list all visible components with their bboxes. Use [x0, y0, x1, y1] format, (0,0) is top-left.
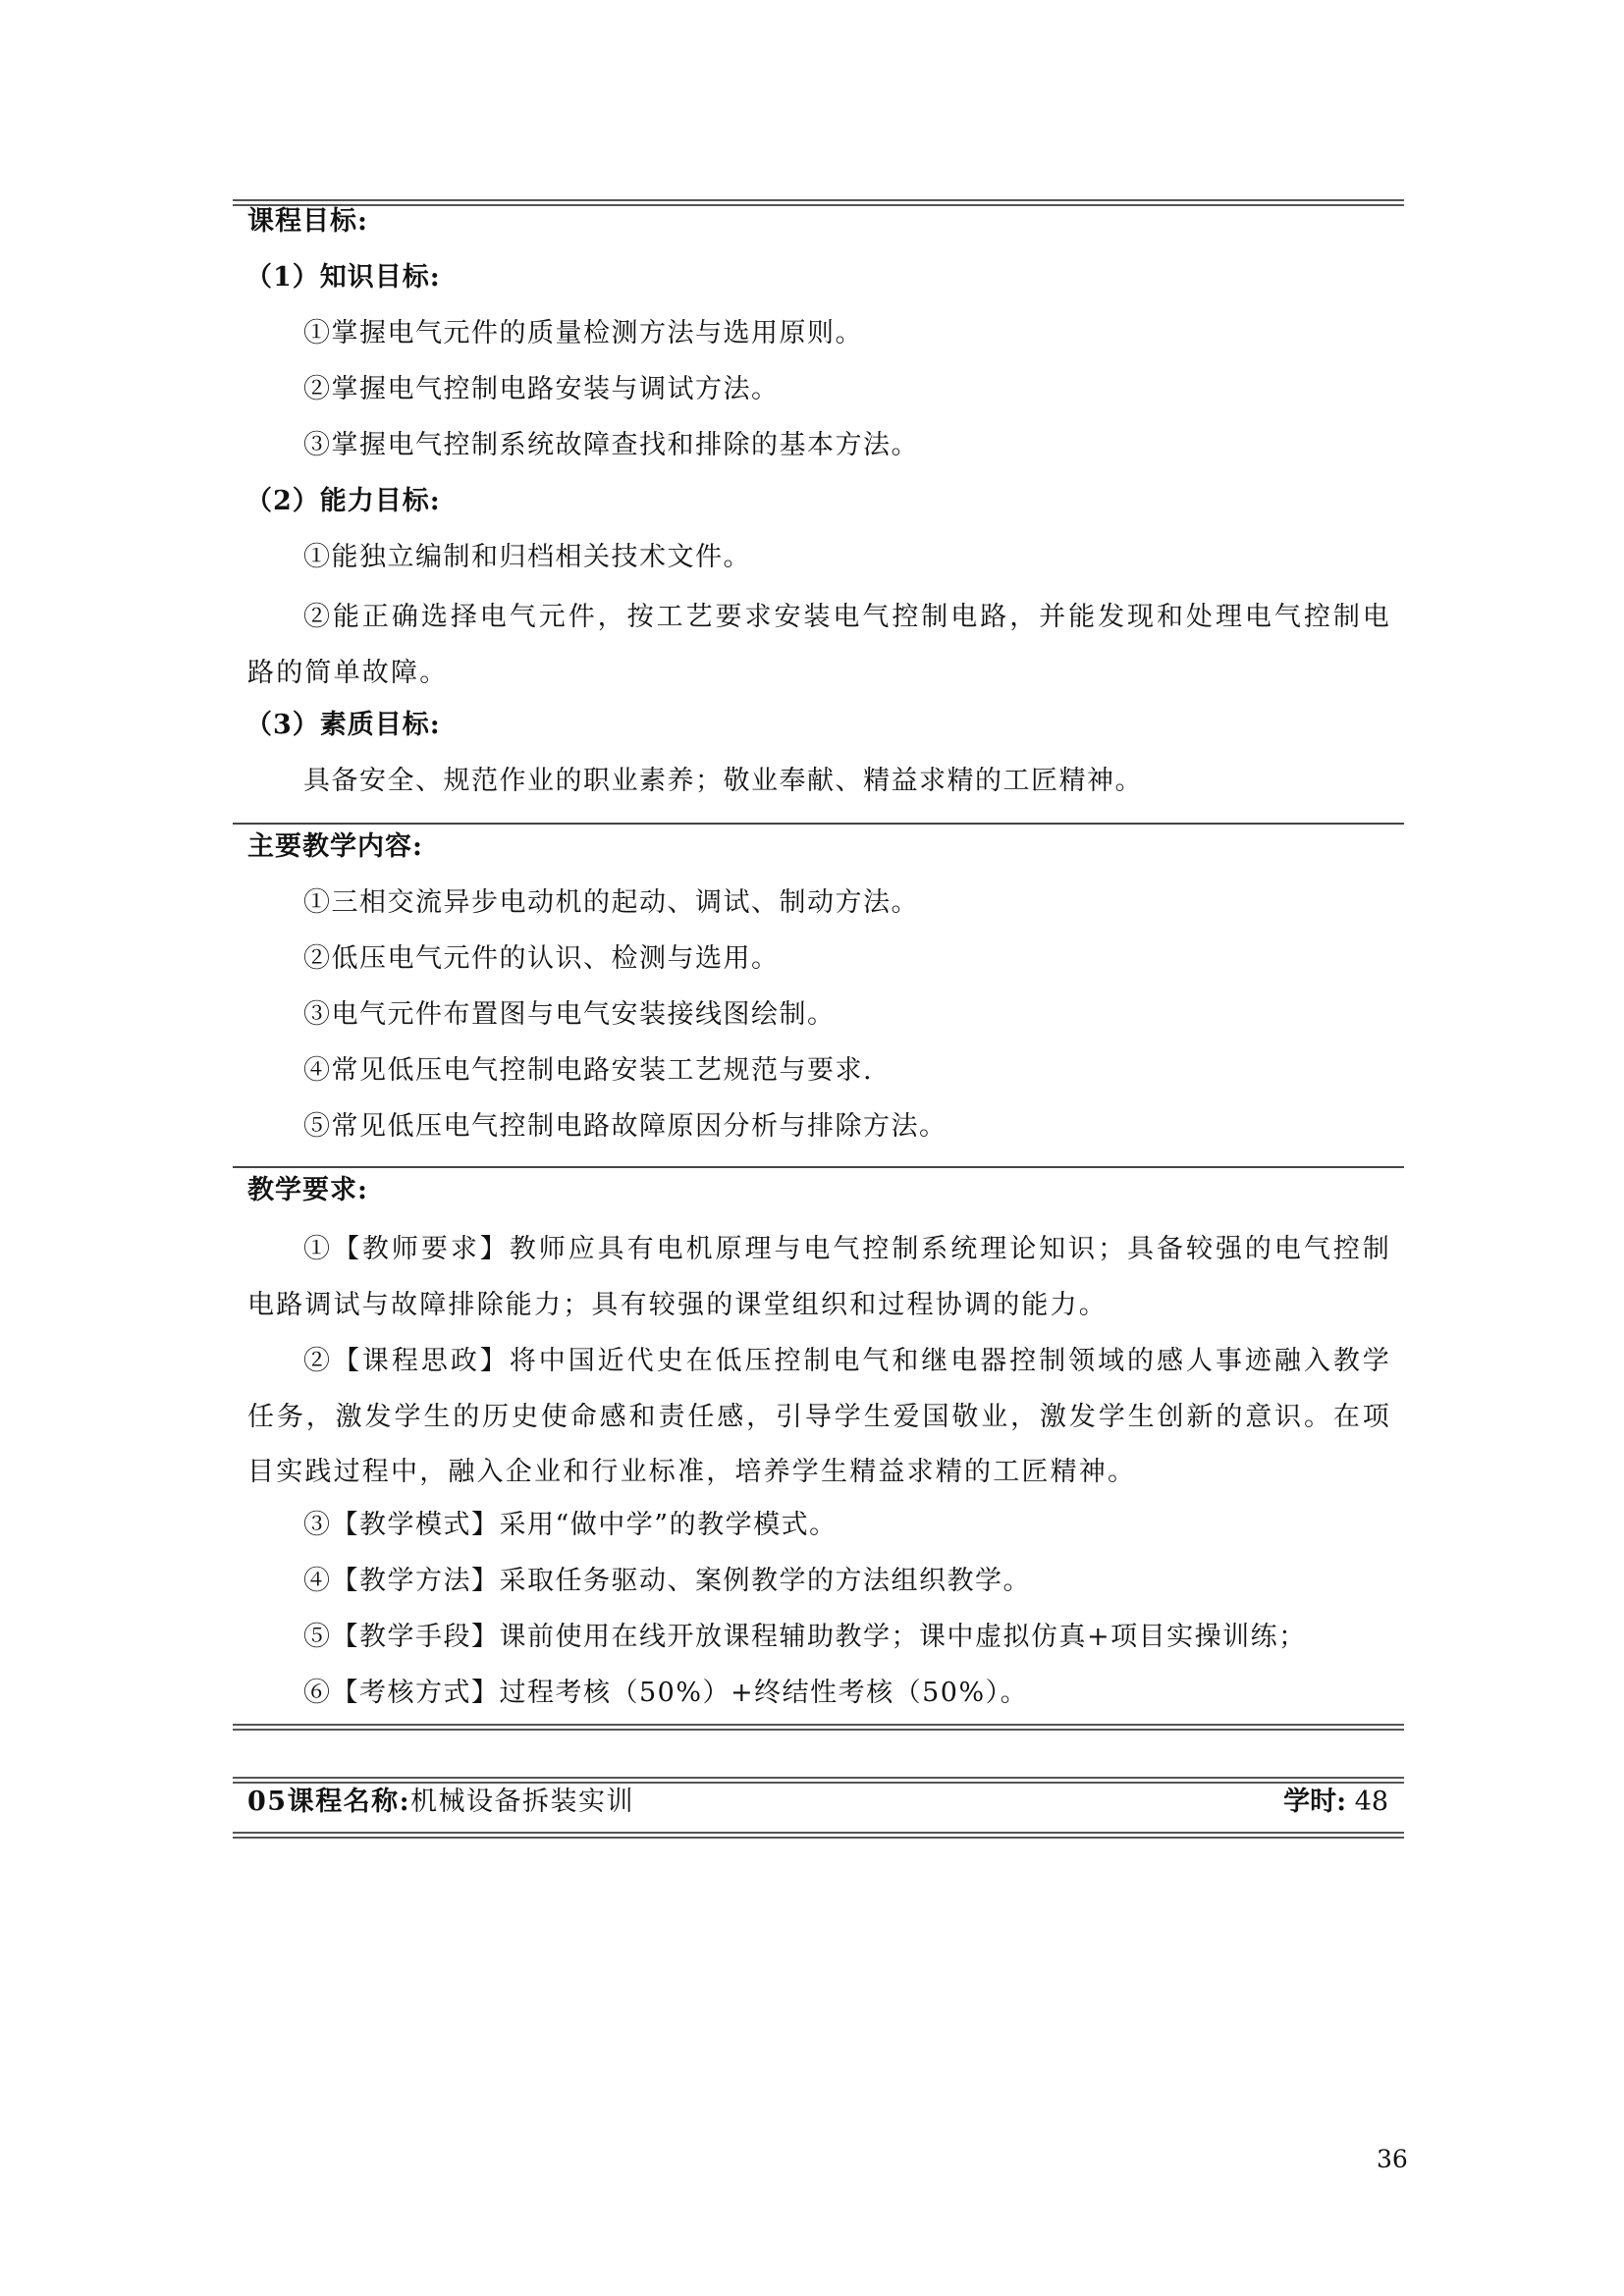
content-item: ③电气元件布置图与电气安装接线图绘制。	[303, 999, 836, 1030]
ability-goal-item: ②能正确选择电气元件，按工艺要求安装电气控制电路，并能发现和处理电气控制电路的简单故障。	[247, 602, 1391, 688]
requirement-item: ③【教学模式】采用“做中学”的教学模式。	[303, 1510, 838, 1540]
course-hours	[1283, 1785, 1388, 1820]
requirement-item: ①【教师要求】教师应具有电机原理与电气控制系统理论知识；具备较强的电气控制电路调试与故障排除能力；具有较强的课堂组织和过程协调的能力。	[247, 1234, 1391, 1320]
content-item: ①三相交流异步电动机的起动、调试、制动方法。	[303, 887, 919, 918]
hours-value: 48	[1354, 1787, 1388, 1817]
ability-goal-item: ①能独立编制和归档相关技术文件。	[303, 542, 751, 572]
course-header-top-rule	[233, 1777, 1404, 1784]
requirement-item: ⑥【考核方式】过程考核（50%）+终结性考核（50%）。	[303, 1678, 1029, 1708]
requirements-heading: 教学要求:	[247, 1175, 368, 1205]
requirement-item: ④【教学方法】采取任务驱动、案例教学的方法组织教学。	[303, 1566, 1031, 1596]
course-name-label: 05课程名称:	[247, 1787, 411, 1817]
requirement-item: ②【课程思政】将中国近代史在低压控制电气和继电器控制领域的感人事迹融入教学任务，激发学生的历史使命感和责任感，引导学生爱国敬业，激发学生创新的意识。在项目实践过程中，融入企业和行业标准，培养学生精益求精的工匠精神。	[247, 1346, 1391, 1487]
ability-goals-heading: （2）能力目标:	[245, 486, 441, 516]
course-header-bottom-rule	[233, 1832, 1404, 1839]
content-heading: 主要教学内容:	[247, 831, 423, 862]
content-item: ⑤常见低压电气控制电路故障原因分析与排除方法。	[303, 1111, 947, 1142]
content-item: ②低压电气元件的认识、检测与选用。	[303, 943, 780, 974]
table-top-rule	[233, 199, 1404, 206]
requirement-item: ⑤【教学手段】课前使用在线开放课程辅助教学；课中虚拟仿真+项目实操训练；	[303, 1622, 1307, 1652]
knowledge-goals-heading: （1）知识目标:	[245, 262, 441, 293]
page-number: 36	[1377, 2145, 1408, 2173]
section-divider	[233, 1166, 1404, 1168]
goals-heading: 课程目标:	[247, 206, 368, 237]
course-name: 机械设备拆装实训	[410, 1787, 635, 1817]
hours-label: 学时:	[1283, 1787, 1347, 1817]
quality-goal-item: 具备安全、规范作业的职业素养；敬业奉献、精益求精的工匠精神。	[303, 766, 1143, 796]
quality-goals-heading: （3）素质目标:	[245, 710, 441, 740]
knowledge-goal-item: ③掌握电气控制系统故障查找和排除的基本方法。	[303, 430, 919, 460]
knowledge-goal-item: ①掌握电气元件的质量检测方法与选用原则。	[303, 318, 863, 348]
course-title-line	[247, 1785, 634, 1820]
content-item: ④常见低压电气控制电路安装工艺规范与要求.	[303, 1055, 874, 1086]
knowledge-goal-item: ②掌握电气控制电路安装与调试方法。	[303, 374, 780, 404]
section-divider	[233, 823, 1404, 825]
table-bottom-rule	[233, 1724, 1404, 1731]
